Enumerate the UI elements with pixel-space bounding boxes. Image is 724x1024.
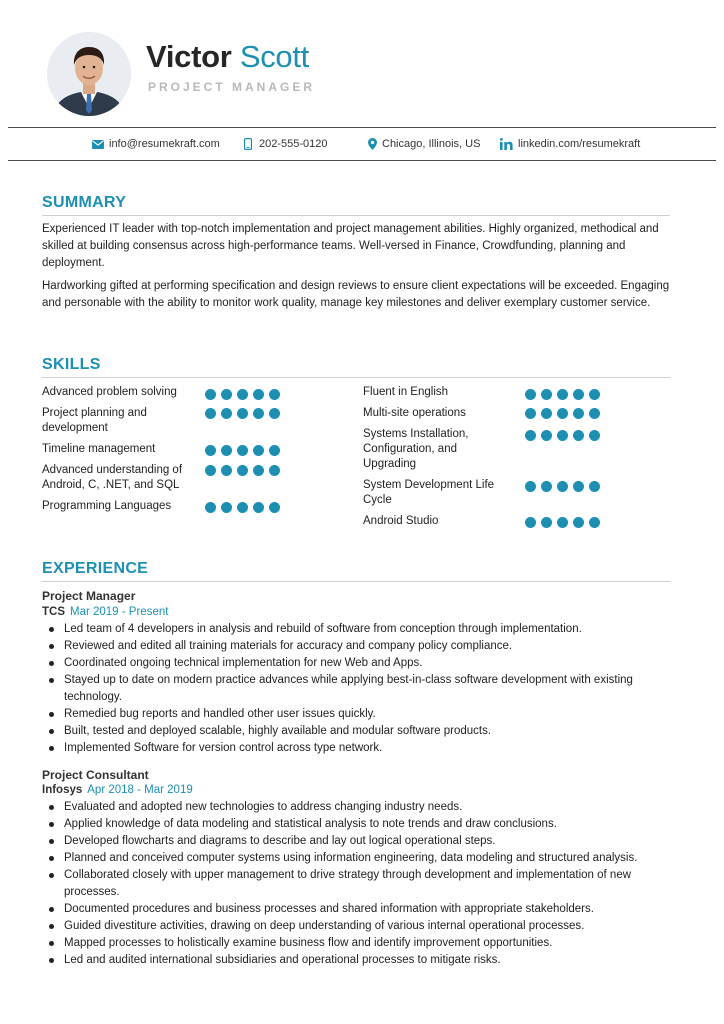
summary-paragraph-1: Experienced IT leader with top-notch implementation and project management abilities. Highly organized, methodical and skilled at building consensus across high-performance teams. Well-versed in Finance, Crowdfunding, planning and deployment. <box>42 223 659 269</box>
skill-rating <box>525 430 605 442</box>
rating-dot <box>589 517 600 528</box>
rating-dot <box>525 481 536 492</box>
company-name: TCS <box>42 606 65 618</box>
bullet-item: Applied knowledge of data modeling and statistical analysis to note trends and draw conclusions. <box>42 816 672 833</box>
bullet-item: Evaluated and adopted new technologies to address changing industry needs. <box>42 799 672 816</box>
rating-dot <box>205 408 216 419</box>
skills-heading: SKILLS <box>42 356 101 373</box>
rating-dot <box>221 389 232 400</box>
linkedin-text: linkedin.com/resumekraft <box>518 138 641 150</box>
rating-dot <box>589 481 600 492</box>
contact-phone[interactable] <box>244 137 328 151</box>
rating-dot <box>237 502 248 513</box>
rating-dot <box>221 445 232 456</box>
bullet-item: Planned and conceived computer systems using information engineering, data modeling and structured analysis. <box>42 850 672 867</box>
skill-rating <box>525 408 605 420</box>
rating-dot <box>573 517 584 528</box>
rating-dot <box>557 481 568 492</box>
bullet-item: Remedied bug reports and handled other user issues quickly. <box>42 706 672 723</box>
skill-rating <box>525 517 605 529</box>
rating-dot <box>525 430 536 441</box>
job-title: Project Consultant <box>42 768 149 782</box>
experience-heading: EXPERIENCE <box>42 560 149 577</box>
rating-dot <box>205 389 216 400</box>
rating-dot <box>573 389 584 400</box>
skill-rating <box>205 408 285 420</box>
company-name: Infosys <box>42 784 83 796</box>
rating-dot <box>253 389 264 400</box>
linkedin-icon <box>500 138 513 150</box>
rating-dot <box>589 408 600 419</box>
summary-divider <box>42 215 670 216</box>
skill-name: Advanced problem solving <box>42 386 177 398</box>
phone-icon <box>244 138 252 150</box>
rating-dot <box>269 445 280 456</box>
rating-dot <box>525 517 536 528</box>
skills-divider <box>42 377 670 378</box>
bullet-item: Reviewed and edited all training materials for accuracy and company policy compliance. <box>42 638 672 655</box>
skill-name: Project planning and development <box>42 407 147 434</box>
job-bullets <box>42 621 672 757</box>
rating-dot <box>237 445 248 456</box>
rating-dot <box>205 445 216 456</box>
rating-dot <box>269 408 280 419</box>
rating-dot <box>541 389 552 400</box>
phone-text: 202-555-0120 <box>259 138 328 150</box>
rating-dot <box>557 389 568 400</box>
skill-rating <box>525 481 605 493</box>
map-pin-icon <box>368 138 377 150</box>
rating-dot <box>557 430 568 441</box>
location-text: Chicago, Illinois, US <box>382 138 481 150</box>
skill-name: Android Studio <box>363 515 439 527</box>
rating-dot <box>541 408 552 419</box>
contact-linkedin[interactable] <box>500 137 640 151</box>
job-bullets <box>42 799 672 969</box>
rating-dot <box>269 465 280 476</box>
bullet-item: Guided divestiture activities, drawing on deep understanding of various internal operational processes. <box>42 918 672 935</box>
rating-dot <box>253 445 264 456</box>
first-name: Victor <box>146 39 232 74</box>
rating-dot <box>205 465 216 476</box>
rating-dot <box>269 389 280 400</box>
rating-dot <box>589 389 600 400</box>
skill-name: Systems Installation, Configuration, and Upgrading <box>363 428 469 470</box>
skill-rating <box>205 502 285 514</box>
company-line <box>42 605 168 620</box>
rating-dot <box>221 408 232 419</box>
envelope-icon <box>92 140 104 149</box>
bullet-item: Stayed up to date on modern practice advances while applying best-in-class software development with existing technology. <box>42 672 672 706</box>
skill-rating <box>205 445 285 457</box>
bullet-item: Implemented Software for version control across type network. <box>42 740 672 757</box>
contact-email[interactable] <box>92 137 220 151</box>
skill-name: Multi-site operations <box>363 407 466 419</box>
summary-paragraph-2: Hardworking gifted at performing specification and design reviews to ensure client expectations will be exceeded. Engaging and personable with the ability to monitor work quality, manage key milestones and deliver exemplary customer service. <box>42 280 670 309</box>
skill-rating <box>205 389 285 401</box>
rating-dot <box>573 430 584 441</box>
email-text: info@resumekraft.com <box>109 138 220 150</box>
rating-dot <box>205 502 216 513</box>
rating-dot <box>253 408 264 419</box>
bullet-item: Led and audited international subsidiaries and operational processes to mitigate risks. <box>42 952 672 969</box>
rating-dot <box>269 502 280 513</box>
rating-dot <box>253 502 264 513</box>
last-name: Scott <box>239 39 309 74</box>
bullet-item: Built, tested and deployed scalable, highly available and modular software products. <box>42 723 672 740</box>
summary-heading: SUMMARY <box>42 194 127 211</box>
skill-name: Fluent in English <box>363 386 449 398</box>
bullet-item: Led team of 4 developers in analysis and rebuild of software from conception through implementation. <box>42 621 672 638</box>
rating-dot <box>525 408 536 419</box>
rating-dot <box>253 465 264 476</box>
rating-dot <box>221 502 232 513</box>
rating-dot <box>541 430 552 441</box>
contact-location <box>368 137 480 151</box>
job-role: PROJECT MANAGER <box>148 80 316 94</box>
bullet-item: Collaborated closely with upper management to drive strategy through development and implementation of new processes. <box>42 867 672 901</box>
rating-dot <box>557 408 568 419</box>
rating-dot <box>237 408 248 419</box>
profile-photo <box>47 32 131 116</box>
bullet-item: Mapped processes to holistically examine business flow and identify improvement opportunities. <box>42 935 672 952</box>
bullet-item: Coordinated ongoing technical implementation for new Web and Apps. <box>42 655 672 672</box>
rating-dot <box>525 389 536 400</box>
job-title: Project Manager <box>42 589 136 603</box>
skill-name: Programming Languages <box>42 500 172 512</box>
skill-rating <box>525 389 605 401</box>
rating-dot <box>589 430 600 441</box>
rating-dot <box>541 517 552 528</box>
rating-dot <box>573 408 584 419</box>
contact-bar <box>8 127 716 161</box>
skill-name: Advanced understanding of Android, C, .NET, and SQL <box>42 464 183 491</box>
skill-name: Timeline management <box>42 443 156 455</box>
job-dates: Mar 2019 - Present <box>70 606 169 618</box>
rating-dot <box>557 517 568 528</box>
rating-dot <box>541 481 552 492</box>
experience-divider <box>42 581 670 582</box>
job-dates: Apr 2018 - Mar 2019 <box>87 784 193 796</box>
bullet-item: Documented procedures and business processes and shared information with appropriate stakeholders. <box>42 901 672 918</box>
rating-dot <box>573 481 584 492</box>
skill-rating <box>205 465 285 477</box>
candidate-name <box>146 38 309 76</box>
rating-dot <box>237 465 248 476</box>
company-line <box>42 783 193 798</box>
rating-dot <box>237 389 248 400</box>
bullet-item: Developed flowcharts and diagrams to describe and lay out logical operational steps. <box>42 833 672 850</box>
rating-dot <box>221 465 232 476</box>
skill-name: System Development Life Cycle <box>363 479 495 506</box>
